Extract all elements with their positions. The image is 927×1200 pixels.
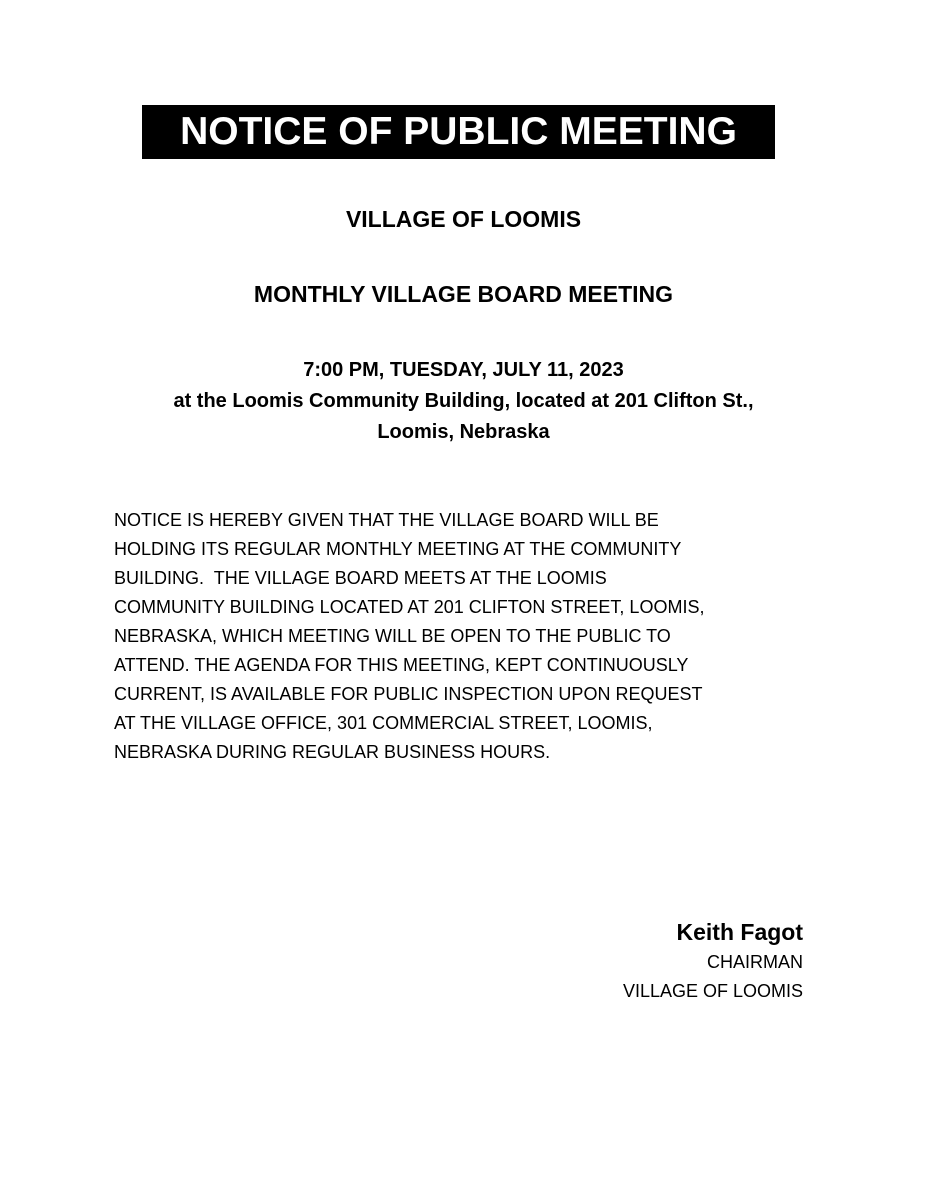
body-line: BUILDING. THE VILLAGE BOARD MEETS AT THE LOOMIS (114, 568, 607, 588)
body-line: CURRENT, IS AVAILABLE FOR PUBLIC INSPECTION UPON REQUEST (114, 684, 703, 704)
meeting-type-heading: MONTHLY VILLAGE BOARD MEETING (253, 281, 674, 307)
body-line: AT THE VILLAGE OFFICE, 301 COMMERCIAL STREET, LOOMIS, (114, 713, 653, 733)
entity-heading: VILLAGE OF LOOMIS (345, 206, 582, 232)
notice-body (114, 506, 814, 767)
meeting-details (0, 355, 927, 448)
meeting-city-line: Loomis, Nebraska (377, 421, 550, 443)
signature-block (623, 916, 803, 1006)
body-line: ATTEND. THE AGENDA FOR THIS MEETING, KEPT CONTINUOUSLY (114, 655, 689, 675)
body-line: NOTICE IS HEREBY GIVEN THAT THE VILLAGE BOARD WILL BE (114, 510, 659, 530)
body-line: NEBRASKA, WHICH MEETING WILL BE OPEN TO THE PUBLIC TO (114, 626, 671, 646)
signer-organization: VILLAGE OF LOOMIS (622, 981, 803, 1001)
notice-banner-title: NOTICE OF PUBLIC MEETING (142, 105, 775, 159)
body-line: COMMUNITY BUILDING LOCATED AT 201 CLIFTON STREET, LOOMIS, (114, 597, 705, 617)
signer-name: Keith Fagot (676, 919, 803, 945)
meeting-location-line: at the Loomis Community Building, located at 201 Clifton St., (173, 390, 754, 412)
body-line: HOLDING ITS REGULAR MONTHLY MEETING AT THE COMMUNITY (114, 539, 682, 559)
signer-title: CHAIRMAN (706, 952, 803, 972)
body-line: NEBRASKA DURING REGULAR BUSINESS HOURS. (114, 742, 551, 762)
meeting-datetime: 7:00 PM, TUESDAY, JULY 11, 2023 (303, 359, 624, 381)
